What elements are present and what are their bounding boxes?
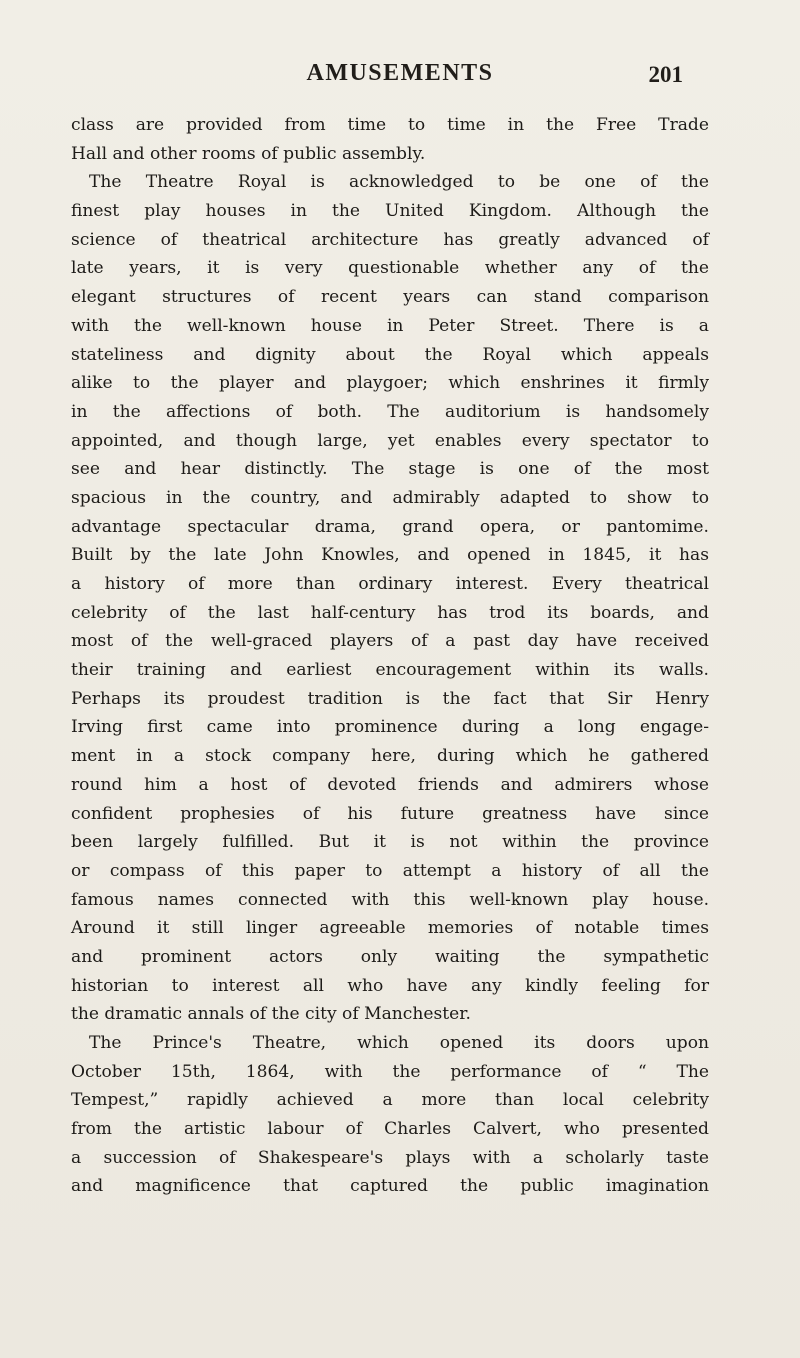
text-line: late years, it is very questionable whether any of the: [71, 258, 709, 279]
text-line: advantage spectacular drama, grand opera, or pantomime.: [71, 516, 709, 537]
text-line: alike to the player and playgoer; which enshrines it firmly: [71, 373, 709, 394]
text-line: Around it still linger agreeable memories of notable times: [71, 918, 709, 939]
text-line: and magnificence that captured the public imagination: [71, 1176, 709, 1197]
text-line: Built by the late John Knowles, and opened in 1845, it has: [71, 545, 709, 566]
text-line: October 15th, 1864, with the performance of “ The: [71, 1061, 709, 1082]
text-line: The Prince's Theatre, which opened its doors upon: [89, 1033, 709, 1053]
running-title: AMUSEMENTS: [306, 60, 494, 86]
text-line: a history of more than ordinary interest. Every theatrical: [71, 574, 709, 594]
text-line: finest play houses in the United Kingdom. Although the: [71, 201, 709, 222]
text-line: most of the well-graced players of a past day have received: [71, 631, 709, 652]
text-line: with the well-known house in Peter Street. There is a: [71, 315, 709, 336]
page-number: 201: [648, 62, 683, 87]
text-line: ment in a stock company here, during which he gathered: [71, 746, 709, 767]
text-line: Irving first came into prominence during a long engage-: [71, 717, 709, 738]
text-line: from the artistic labour of Charles Calvert, who presented: [71, 1119, 709, 1140]
text-line: the dramatic annals of the city of Manchester.: [71, 1004, 471, 1025]
text-line: Tempest,” rapidly achieved a more than local celebrity: [71, 1090, 709, 1111]
text-line: spacious in the country, and admirably adapted to show to: [71, 487, 709, 508]
text-line: see and hear distinctly. The stage is one of the most: [71, 459, 709, 480]
text-line: stateliness and dignity about the Royal which appeals: [71, 344, 709, 365]
text-line: or compass of this paper to attempt a history of all the: [71, 860, 709, 881]
text-line: science of theatrical architecture has greatly advanced of: [71, 229, 709, 250]
text-line: elegant structures of recent years can stand comparison: [71, 287, 709, 308]
text-line: historian to interest all who have any kindly feeling for: [71, 975, 709, 996]
running-head: [0, 58, 800, 92]
text-line: and prominent actors only waiting the sympathetic: [71, 946, 709, 967]
text-line: their training and earliest encouragement within its walls.: [71, 660, 709, 681]
text-line: in the affections of both. The auditorium is handsomely: [71, 401, 709, 422]
text-line: confident prophesies of his future greatness have since: [71, 803, 709, 824]
text-line: a succession of Shakespeare's plays with a scholarly taste: [71, 1147, 709, 1168]
text-line: class are provided from time to time in the Free Trade: [71, 115, 709, 135]
body-text: [71, 111, 709, 1201]
text-line: round him a host of devoted friends and admirers whose: [71, 774, 709, 795]
text-line: The Theatre Royal is acknowledged to be one of the: [89, 172, 709, 193]
text-line: Perhaps its proudest tradition is the fact that Sir Henry: [71, 688, 709, 709]
text-line: been largely fulfilled. But it is not within the province: [71, 832, 709, 853]
text-line: celebrity of the last half-century has trod its boards, and: [71, 602, 709, 623]
text-line: Hall and other rooms of public assembly.: [71, 143, 426, 164]
text-line: famous names connected with this well-known play house.: [71, 889, 709, 910]
text-line: appointed, and though large, yet enables every spectator to: [71, 430, 709, 451]
